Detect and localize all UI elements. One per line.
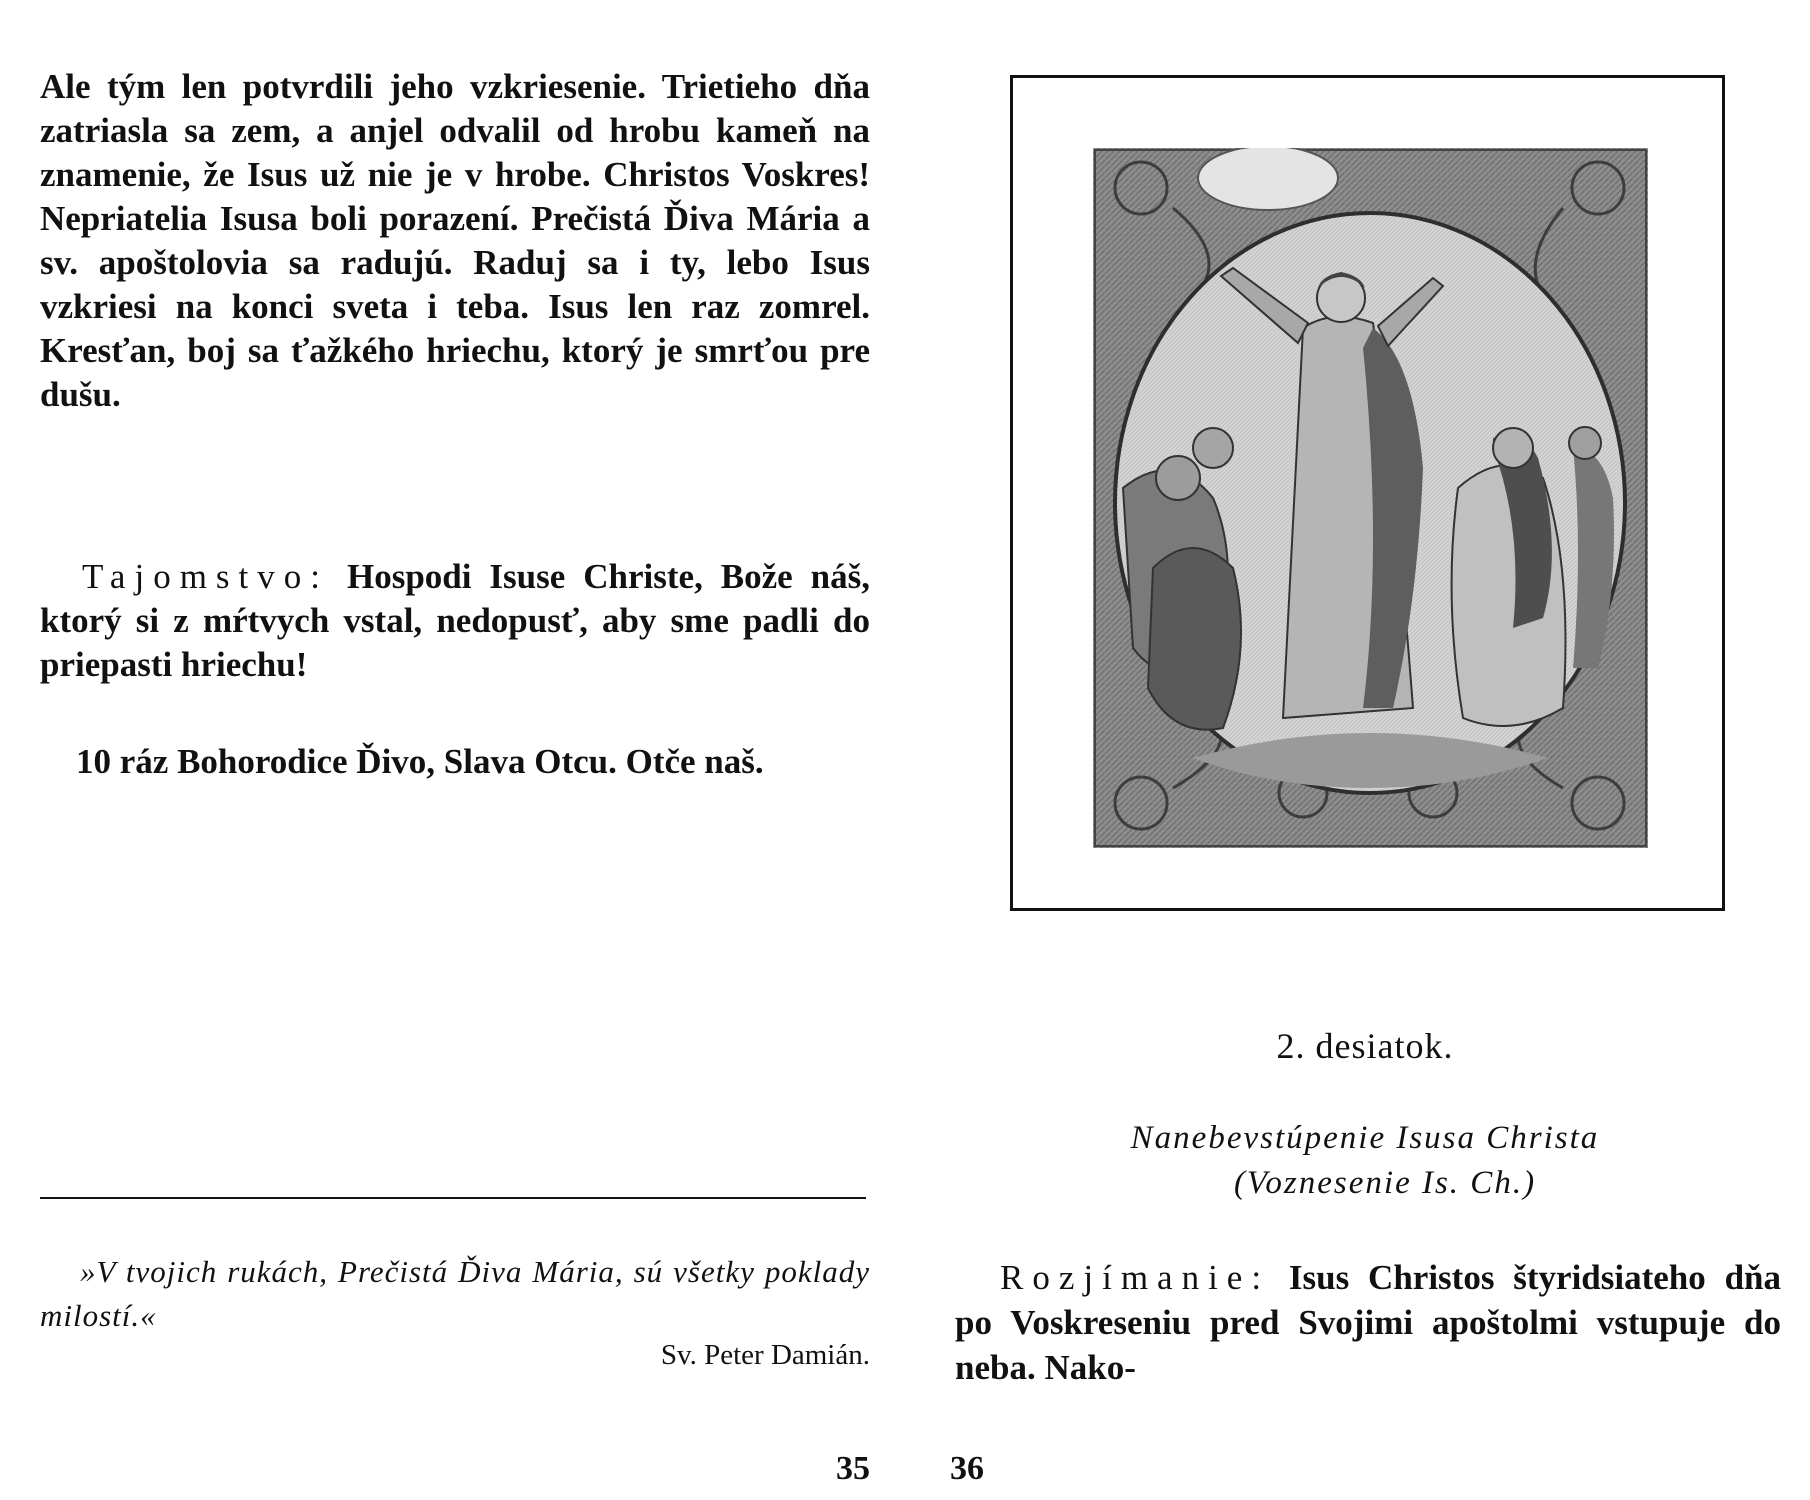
paragraph-meditation — [955, 1255, 1781, 1390]
paragraph-mystery — [40, 555, 870, 687]
right-page — [905, 0, 1810, 1500]
paragraph-resurrection: Ale tým len potvrdili jeho vzkriesenie. Trietieho dňa zatriasla sa zem, a anjel odvalil od hrobu kameň na znamenie, že Isus už nie je v hrobe. Christos Voskres! Nepriatelia Isusa boli porazení. Prečistá Ďiva Mária a sv. apoštolovia sa radujú. Raduj sa i ty, lebo Isus vzkriesi na konci sveta i teba. Isus len raz zomrel. Kresťan, boj sa ťažkého hriechu, ktorý je smrťou pre dušu. — [40, 67, 870, 414]
decade-heading: 2. desiatok. — [1276, 1026, 1454, 1066]
page-number-left: 35 — [836, 1450, 870, 1487]
mystery-title-alt: (Voznesenie Is. Ch.) — [1233, 1165, 1537, 1201]
page-number-right: 36 — [950, 1450, 984, 1487]
meditation-label: Rozjímanie: — [1000, 1258, 1271, 1297]
mystery-text: Hospodi Isuse Christe, Bože náš, ktorý si z mŕtvych vstal, nedopusť, aby sme padli do priepasti hriechu! — [40, 557, 871, 684]
paragraph-prayer-count: 10 ráz Bohorodice Ďivo, Slava Otcu. Otče naš. — [76, 742, 764, 781]
quote-author: Sv. Peter Damián. — [660, 1339, 870, 1371]
quote-text: »V tvojich rukách, Prečistá Ďiva Mária, sú všetky poklady milostí.« — [40, 1254, 870, 1333]
mystery-title: Nanebevstúpenie Isusa Christa — [1130, 1120, 1600, 1156]
illustration-frame — [1010, 75, 1725, 911]
divider-rule — [40, 1197, 866, 1199]
ascension-illustration — [1093, 148, 1648, 848]
meditation-text: Isus Christos štyridsiateho dňa po Voskreseniu pred Svojimi apoštolmi vstupuje do neba. Nako- — [955, 1258, 1782, 1387]
mystery-label: Tajomstvo: — [82, 557, 329, 596]
